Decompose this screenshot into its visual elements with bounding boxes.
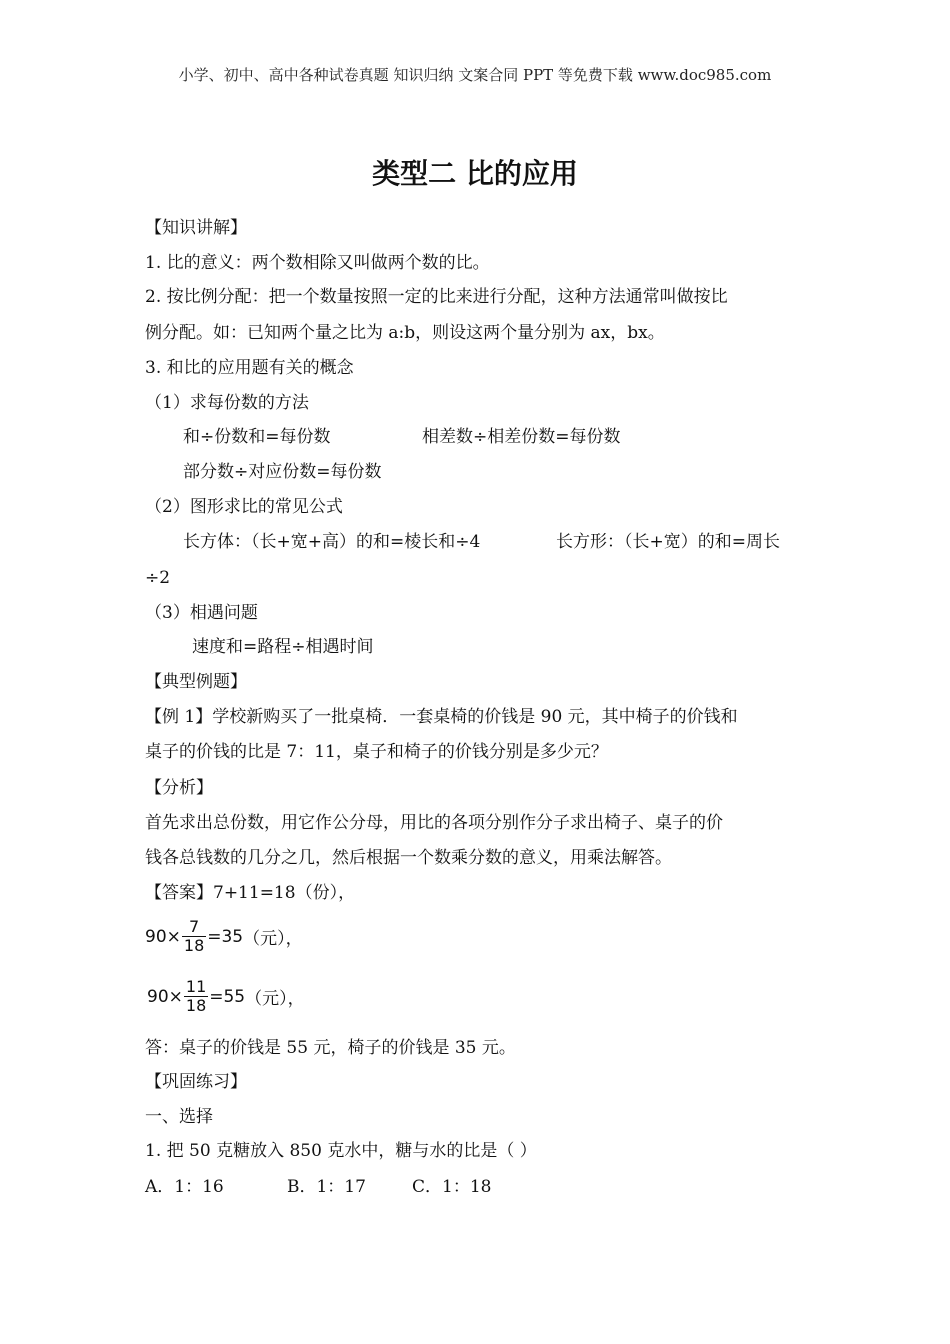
knowledge-item-1: 1. 比的意义：两个数相除又叫做两个数的比。 — [145, 253, 490, 273]
formula-rectangle: 长方形：（长+宽）的和=周长 — [556, 532, 780, 552]
answer-math-chair — [145, 918, 303, 955]
section-knowledge-heading: 【知识讲解】 — [145, 218, 247, 238]
formula-sum: 和÷份数和=每份数 — [183, 427, 331, 447]
analysis-heading: 【分析】 — [145, 778, 213, 798]
practice-question-1: 1. 把 50 克糖放入 850 克水中，糖与水的比是（ ） — [145, 1141, 537, 1161]
example-question: 【例 1】学校新购买了一批桌椅．一套桌椅的价钱是 90 元，其中椅子的价钱和 — [145, 707, 738, 727]
section-practice-heading: 【巩固练习】 — [145, 1072, 247, 1092]
math-unit: （元）， — [243, 929, 303, 949]
formula-difference: 相差数÷相差份数=每份数 — [422, 427, 621, 447]
formula-cuboid: 长方体：（长+宽+高）的和=棱长和÷4 — [183, 532, 481, 552]
fraction-denominator: 18 — [183, 936, 205, 955]
answer-conclusion: 答：桌子的价钱是 55 元，椅子的价钱是 35 元。 — [145, 1038, 516, 1058]
knowledge-item-2: 2. 按比例分配：把一个数量按照一定的比来进行分配，这种方法通常叫做按比 — [145, 287, 728, 307]
formula-meeting: 速度和=路程÷相遇时间 — [192, 637, 374, 657]
section-example-heading: 【典型例题】 — [145, 672, 247, 692]
subsection-2: （2）图形求比的常见公式 — [145, 497, 343, 517]
knowledge-item-2-cont: 例分配。如：已知两个量之比为 a:b，则设这两个量分别为 ax，bx。 — [145, 323, 665, 343]
math-result: =55 — [209, 986, 246, 1007]
option-b: B．1：17 — [287, 1177, 366, 1197]
answer-heading: 【答案】7+11=18（份）， — [145, 883, 356, 903]
answer-math-desk — [147, 978, 305, 1015]
option-c: C．1：18 — [412, 1177, 492, 1197]
subsection-3: （3）相遇问题 — [145, 603, 258, 623]
option-a: A．1：16 — [145, 1177, 224, 1197]
fraction-numerator: 11 — [185, 977, 207, 996]
math-result: =35 — [207, 926, 244, 947]
fraction-denominator: 18 — [185, 996, 207, 1015]
page-title: 类型二 比的应用 — [372, 157, 578, 190]
formula-part: 部分数÷对应份数=每份数 — [183, 462, 382, 482]
page-header: 小学、初中、高中各种试卷真题 知识归纳 文案合同 PPT 等免费下载 www.doc985.com — [178, 66, 772, 84]
fraction-numerator: 7 — [188, 917, 200, 936]
math-unit: （元）， — [245, 989, 305, 1009]
knowledge-item-3: 3. 和比的应用题有关的概念 — [145, 358, 354, 378]
analysis-text-cont: 钱各总钱数的几分之几，然后根据一个数乘分数的意义，用乘法解答。 — [145, 848, 672, 868]
formula-rectangle-cont: ÷2 — [145, 568, 171, 588]
math-lead: 90× — [147, 986, 183, 1007]
practice-choice-heading: 一、选择 — [145, 1107, 213, 1127]
subsection-1: （1）求每份数的方法 — [145, 393, 309, 413]
math-lead: 90× — [145, 926, 181, 947]
fraction-11-18 — [184, 978, 208, 1015]
fraction-7-18 — [182, 918, 206, 955]
example-question-cont: 桌子的价钱的比是 7：11，桌子和椅子的价钱分别是多少元？ — [145, 742, 608, 762]
analysis-text: 首先求出总份数，用它作公分母，用比的各项分别作分子求出椅子、桌子的价 — [145, 813, 723, 833]
